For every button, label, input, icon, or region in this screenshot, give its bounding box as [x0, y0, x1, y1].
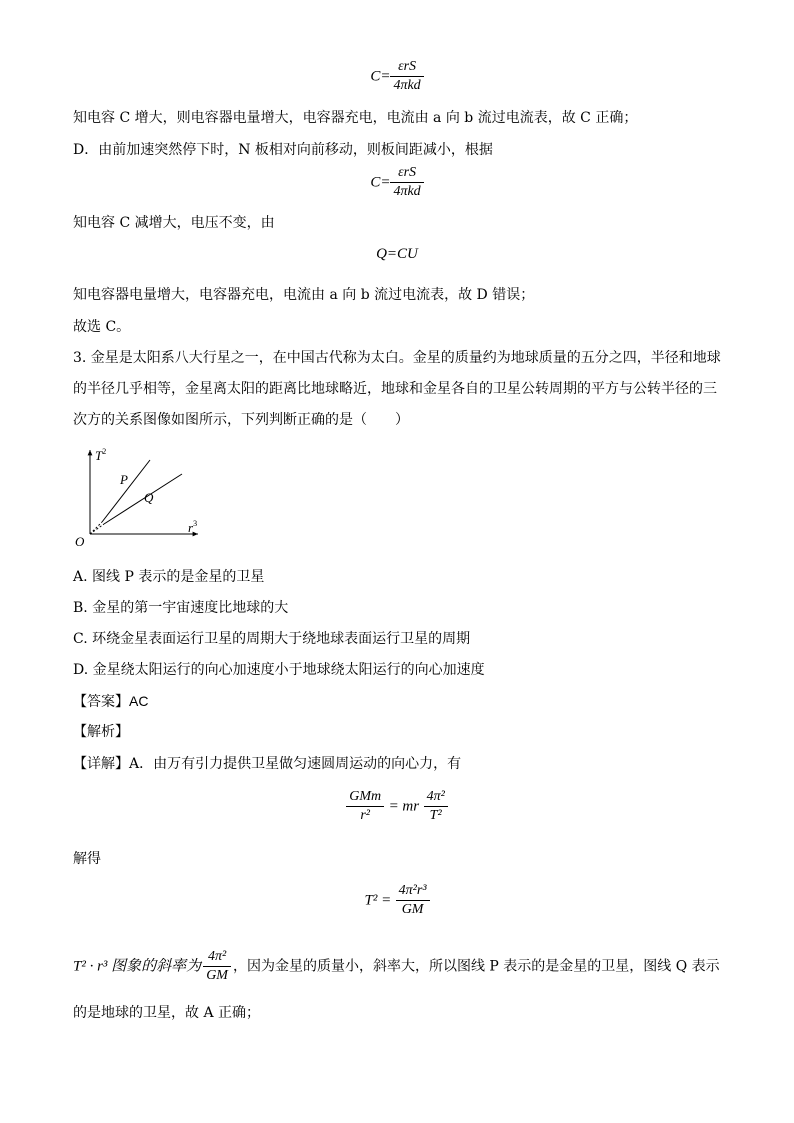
- option-a: A. 图线 P 表示的是金星的卫星: [73, 569, 265, 585]
- slope-numerator: 4π²: [203, 948, 231, 967]
- paragraph-option-d: D．由前加速突然停下时，N 板相对向前移动，则板间距减小，根据: [73, 142, 493, 158]
- line-q-label: Q: [144, 490, 154, 505]
- eq1-left-denominator: r²: [360, 808, 370, 823]
- formula-lhs: C=: [370, 68, 391, 85]
- eq1-right-numerator: 4π²: [424, 788, 448, 807]
- formula-denominator: 4πkd: [393, 78, 421, 93]
- t2-r3-graph: [70, 444, 210, 549]
- charge-formula: Q=CU: [376, 246, 418, 262]
- eq1-middle: = mr: [388, 798, 420, 815]
- line-p-dashed: [90, 522, 102, 534]
- capacitance-formula-1: [0, 58, 794, 95]
- option-d: D. 金星绕太阳运行的向心加速度小于地球绕太阳运行的向心加速度: [73, 662, 485, 678]
- option-b: B. 金星的第一宇宙速度比地球的大: [73, 600, 289, 616]
- eq2-numerator: 4π²r³: [396, 882, 430, 901]
- formula-numerator: εrS: [390, 58, 423, 77]
- paragraph-d-wrong: 知电容器电量增大，电容器充电，电流由 a 向 b 流过电流表，故 D 错误；: [73, 287, 535, 303]
- period-equation: [0, 882, 794, 919]
- answer-value: AC: [129, 693, 149, 709]
- question-3-line-3: 次方的关系图像如图所示，下列判断正确的是（ ）: [73, 412, 409, 428]
- line-q-dashed: [90, 524, 104, 534]
- paragraph-choose-c: 故选 C。: [73, 319, 131, 335]
- eq1-right-denominator: T²: [429, 808, 442, 823]
- eq1-left-numerator: GMm: [346, 788, 384, 807]
- answer: [73, 691, 734, 712]
- slope-prefix: T² · r³ 图象的斜率为: [73, 958, 202, 975]
- eq2-denominator: GM: [401, 902, 424, 917]
- paragraph-capacitance-decrease: 知电容 C 减增大，电压不变，由: [73, 215, 275, 231]
- line-p: [102, 460, 150, 522]
- option-c: C. 环绕金星表面运行卫星的周期大于绕地球表面运行卫星的周期: [73, 631, 471, 647]
- conclusion-line: 的是地球的卫星，故 A 正确；: [73, 1005, 261, 1021]
- line-q: [104, 474, 182, 524]
- slope-suffix: ，因为金星的质量小，斜率大，所以图线 P 表示的是金星的卫星，图线 Q 表示: [232, 958, 720, 975]
- answer-label: 【答案】: [73, 694, 129, 710]
- formula-lhs: C=: [370, 174, 391, 191]
- y-axis-label: $T^2$: [95, 447, 107, 463]
- eq2-lhs: T² =: [364, 892, 392, 909]
- paragraph-c-correct: 知电容 C 增大，则电容器电量增大，电容器充电，电流由 a 向 b 流过电流表，故 C 正确；: [73, 110, 638, 126]
- formula-numerator: εrS: [390, 164, 423, 183]
- origin-label: O: [75, 534, 85, 549]
- capacitance-formula-2: [0, 164, 794, 201]
- analysis-label: 【解析】: [73, 724, 129, 740]
- formula-denominator: 4πkd: [393, 184, 421, 199]
- gravitation-equation: [0, 788, 794, 825]
- slope-denominator: GM: [206, 968, 228, 983]
- detail-intro: 【详解】A．由万有引力提供卫星做匀速圆周运动的向心力，有: [73, 756, 462, 772]
- line-p-label: P: [120, 472, 128, 487]
- x-axis-label: $r^3$: [188, 519, 198, 535]
- question-3-line-2: 的半径几乎相等，金星离太阳的距离比地球略近，地球和金星各自的卫星公转周期的平方与公转半径的三: [73, 381, 717, 397]
- question-3-line-1: 3. 金星是太阳系八大行星之一，在中国古代称为太白。金星的质量约为地球质量的五分之四，半径和地球: [73, 350, 721, 366]
- slope-paragraph: [73, 948, 734, 985]
- solve-label: 解得: [73, 851, 101, 867]
